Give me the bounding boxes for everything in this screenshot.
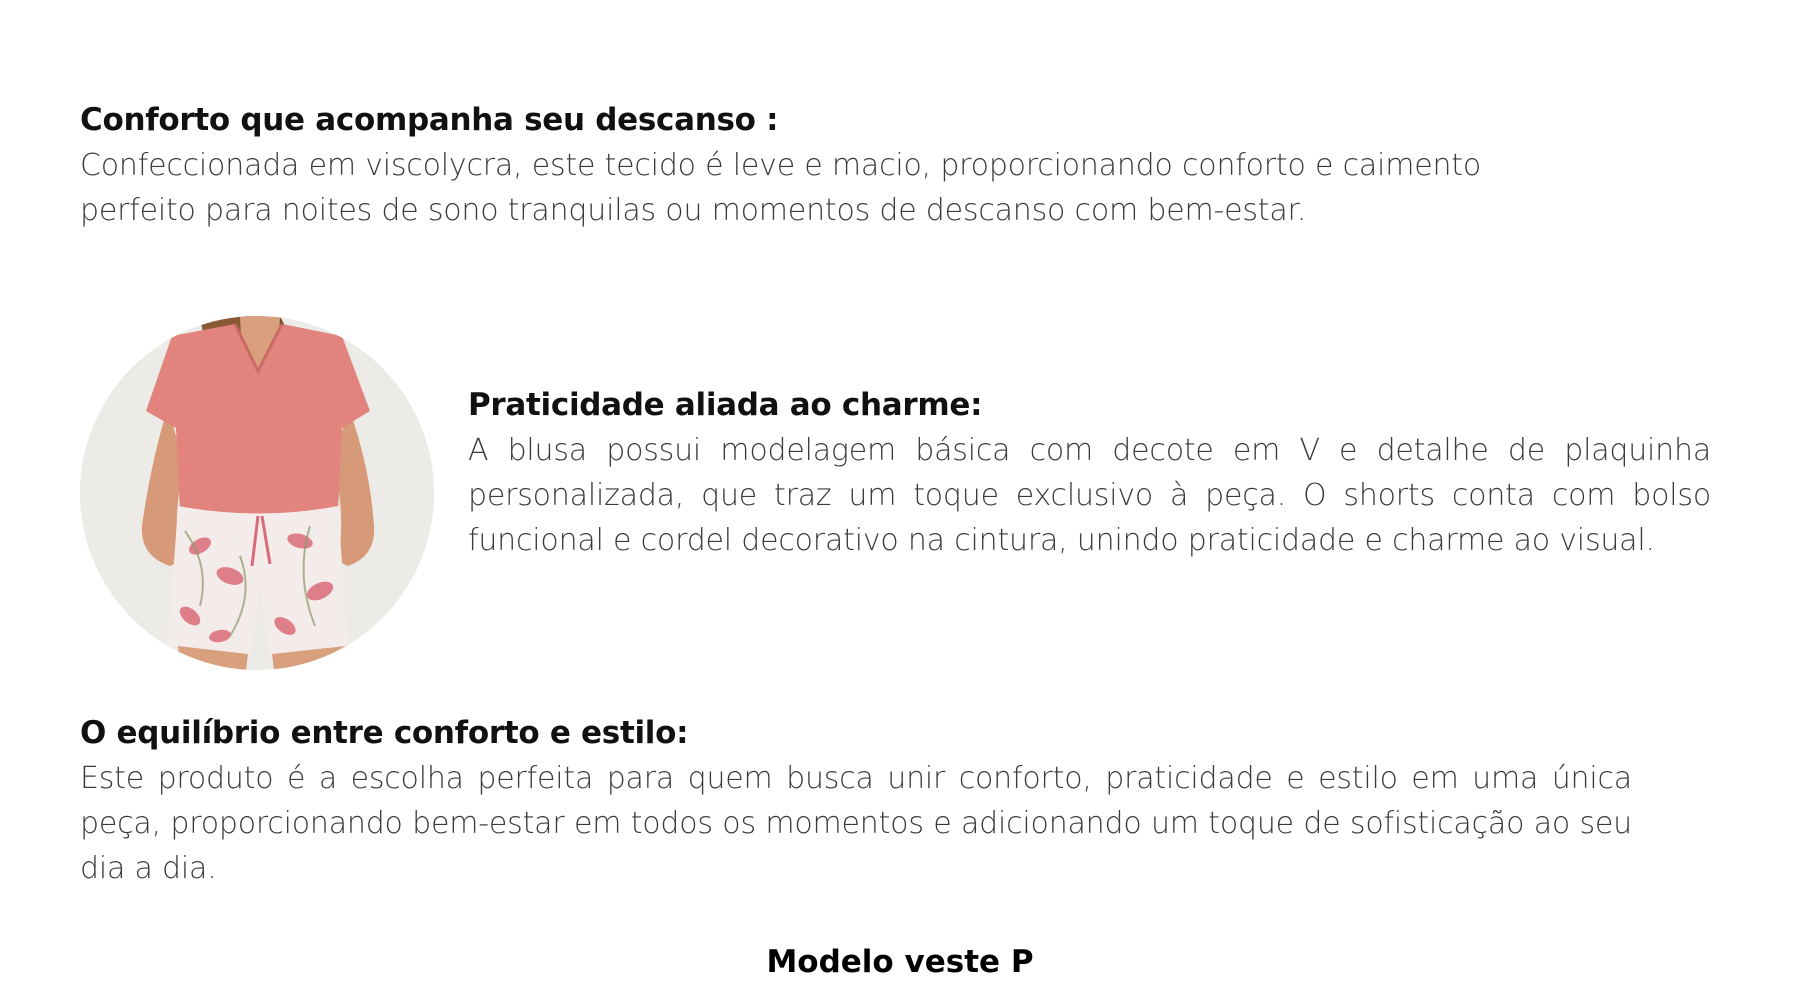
section-title-comfort: Conforto que acompanha seu descanso : [80,102,779,138]
section-title-practicality: Praticidade aliada ao charme: [468,387,983,423]
model-photo [80,316,434,670]
section-text-comfort: Confeccionada em viscolycra, este tecido é leve e macio, proporcionando conforto e caimento perfeito para noites de sono tranquilas ou momentos de descanso com bem-estar. [80,148,1481,228]
section-text-practicality: A blusa possui modelagem básica com decote em V e detalhe de plaquinha personalizada, que traz um toque exclusivo à peça. O shorts conta com bolso funcional e cordel decorativo na cintura, unindo praticidade e charme ao visual. [468,433,1711,558]
section-text-balance: Este produto é a escolha perfeita para quem busca unir conforto, praticidade e estilo em uma única peça, proporcionando bem-estar em todos os momentos e adicionando um toque de sofisticação ao seu dia a dia. [80,761,1632,886]
section-title-balance: O equilíbrio entre conforto e estilo: [80,715,689,751]
model-size-note: Modelo veste P [766,944,1034,980]
